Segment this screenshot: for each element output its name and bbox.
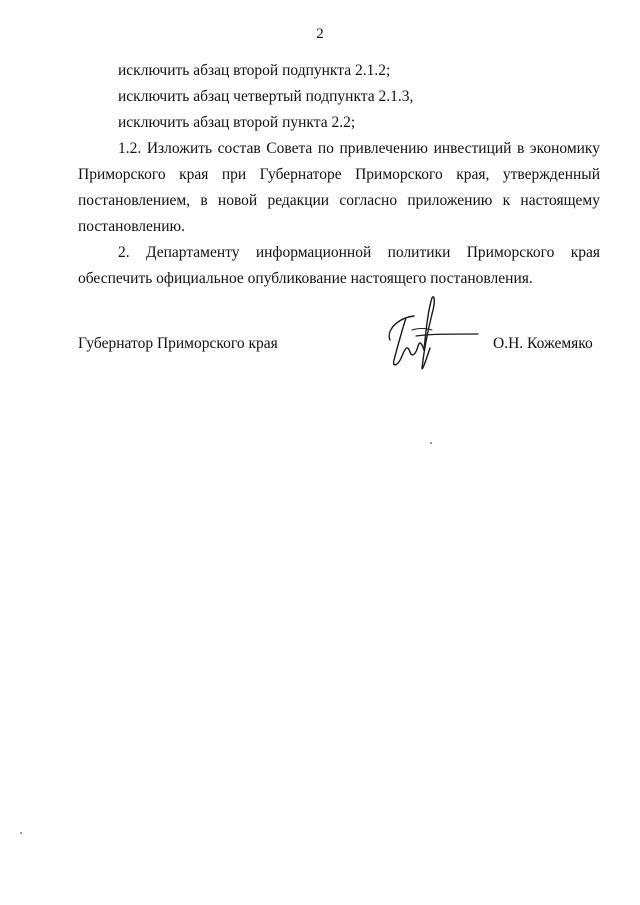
handwritten-signature xyxy=(368,290,488,375)
para-1-2-line-2: Приморского края при Губернаторе Приморского края, утвержденный xyxy=(78,166,600,183)
para-1-2-line-3: постановлением, в новой редакции согласно приложению к настоящему xyxy=(78,192,600,209)
item-3: исключить абзац второй пункта 2.2; xyxy=(118,114,356,131)
item-1: исключить абзац второй подпункта 2.1.2; xyxy=(118,62,391,79)
scan-speck xyxy=(20,832,22,834)
para-2-line-1: 2. Департаменту информационной политики Приморского края xyxy=(118,244,600,261)
para-1-2-line-4: постановлению. xyxy=(78,218,185,235)
para-2-line-2: обеспечить официальное опубликование настоящего постановления. xyxy=(78,270,533,287)
signatory-name: О.Н. Кожемяко xyxy=(493,335,593,352)
item-2: исключить абзац четвертый подпункта 2.1.3, xyxy=(118,88,414,105)
para-1-2-line-1: 1.2. Изложить состав Совета по привлечению инвестиций в экономику xyxy=(118,140,600,157)
page-number: 2 xyxy=(316,26,324,42)
scan-speck xyxy=(430,442,432,444)
signatory-position: Губернатор Приморского края xyxy=(78,335,278,352)
